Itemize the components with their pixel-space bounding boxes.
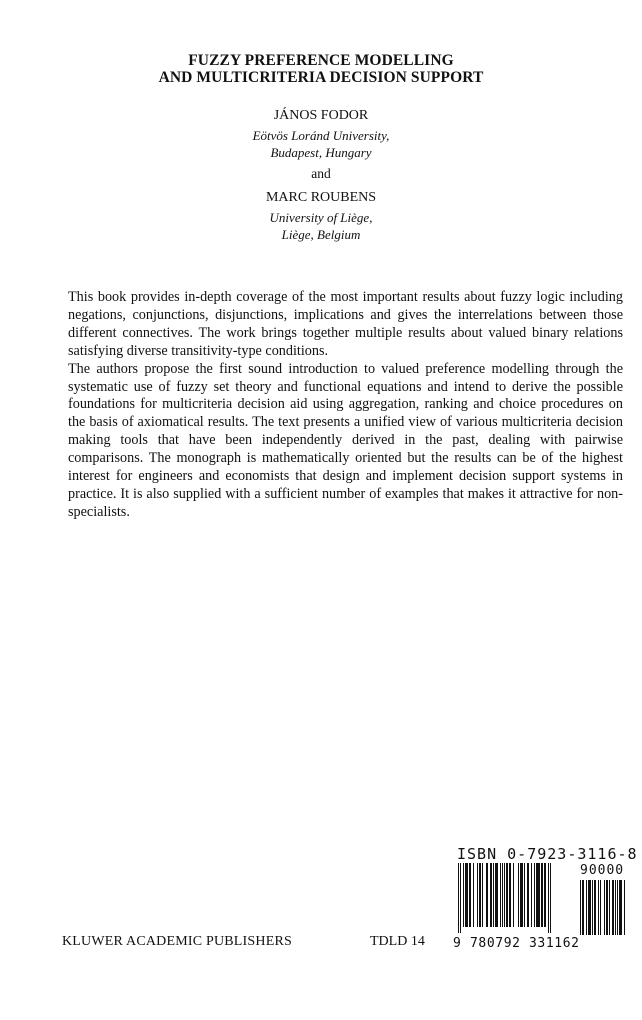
barcode-bar (617, 880, 618, 935)
barcode-bar (463, 863, 464, 927)
barcode-bar (586, 880, 587, 935)
barcode-bar (518, 863, 519, 927)
barcode-bar (592, 880, 593, 935)
publisher-name: KLUWER ACADEMIC PUBLISHERS (62, 934, 292, 949)
barcode-bar (458, 863, 459, 933)
barcode-bar (604, 880, 605, 935)
barcode-bar (606, 880, 608, 935)
barcode-bar (473, 863, 474, 927)
author-1-affiliation (0, 127, 642, 161)
ean-digits: 780792 331162 (470, 936, 580, 951)
barcode-addon-icon (580, 880, 636, 935)
barcode-bar (524, 863, 525, 927)
description-paragraph-1: This book provides in-depth coverage of the most important results about fuzzy logic including negations, conjunctions, disjunctions, implications and gives the interrelations between those different connectives. The work brings together multiple results about valued binary relations satisfying diverse transitivity-type conditions. (68, 289, 623, 359)
barcode-bar (493, 863, 494, 927)
barcode-bar (504, 863, 505, 927)
barcode-bar (550, 863, 551, 933)
barcode-bar (502, 863, 503, 927)
barcode-bar (582, 880, 584, 935)
barcode-bar (541, 863, 543, 927)
barcode-bar (479, 863, 481, 927)
author-2: MARC ROUBENS (265, 190, 377, 205)
author-1-affiliation-line-2: Budapest, Hungary (270, 145, 372, 160)
barcode-bar (520, 863, 523, 927)
author-2-affiliation-line-1: University of Liège, (269, 210, 373, 225)
author-conjunction: and (311, 166, 331, 181)
barcode-bar (469, 863, 471, 927)
ean-first-digit: 9 (453, 936, 461, 951)
barcode-bar (486, 863, 488, 927)
barcode-icon (458, 863, 576, 935)
barcode-bar (465, 863, 468, 927)
barcode-bar (594, 880, 596, 935)
barcode-bar (624, 880, 625, 935)
description-paragraph-2: The authors propose the first sound introduction to valued preference modelling through the systematic use of fuzzy set theory and functional equations and intend to derive the possible foundations for multicriteria decision aid using aggregation, ranking and choice procedures on the basis of axiomatical results. The text presents a unified view of various multicriteria decision making tools that have been independently derived in the past, dealing with pairwise comparisons. The monograph is mathematically oriented but the results can be of the highest interest for engineers and economists that design and implement decision support systems in practice. It is also supplied with a sufficient number of examples that makes it attractive for non-specialists. (68, 360, 623, 520)
barcode-bar (500, 863, 501, 927)
book-title (0, 52, 642, 86)
barcode-bar (506, 863, 508, 927)
author-1-affiliation-line-1: Eötvös Loránd University, (252, 128, 390, 143)
barcode-addon-digits: 90000 (580, 863, 625, 878)
series-code: TDLD 14 (370, 934, 425, 949)
barcode-bar (600, 880, 601, 935)
barcode-bar (544, 863, 546, 927)
barcode-bar (536, 863, 540, 927)
barcode-bar (490, 863, 492, 927)
author-2-affiliation (0, 209, 642, 243)
barcode-bar (509, 863, 511, 927)
barcode-bar (531, 863, 532, 927)
barcode-bar (619, 880, 622, 935)
barcode-bar (609, 880, 610, 935)
barcode-bar (460, 863, 461, 933)
barcode-bar (477, 863, 478, 927)
barcode-bar (580, 880, 581, 935)
book-description (68, 289, 623, 522)
barcode-bar (513, 863, 514, 927)
barcode-bar (527, 863, 529, 927)
barcode-bar (548, 863, 549, 933)
barcode-bar (612, 880, 614, 935)
barcode-bar (495, 863, 498, 927)
barcode-bar (482, 863, 483, 927)
barcode-bar (588, 880, 591, 935)
isbn-text: ISBN 0-7923-3116-8 (457, 845, 638, 863)
author-1: JÁNOS FODOR (273, 108, 369, 123)
barcode-bar (534, 863, 535, 927)
title-line-1: FUZZY PREFERENCE MODELLING (188, 52, 454, 69)
barcode-bar (598, 880, 599, 935)
author-2-affiliation-line-2: Liège, Belgium (281, 227, 361, 242)
title-line-2: AND MULTICRITERIA DECISION SUPPORT (158, 69, 484, 86)
barcode-bar (615, 880, 616, 935)
